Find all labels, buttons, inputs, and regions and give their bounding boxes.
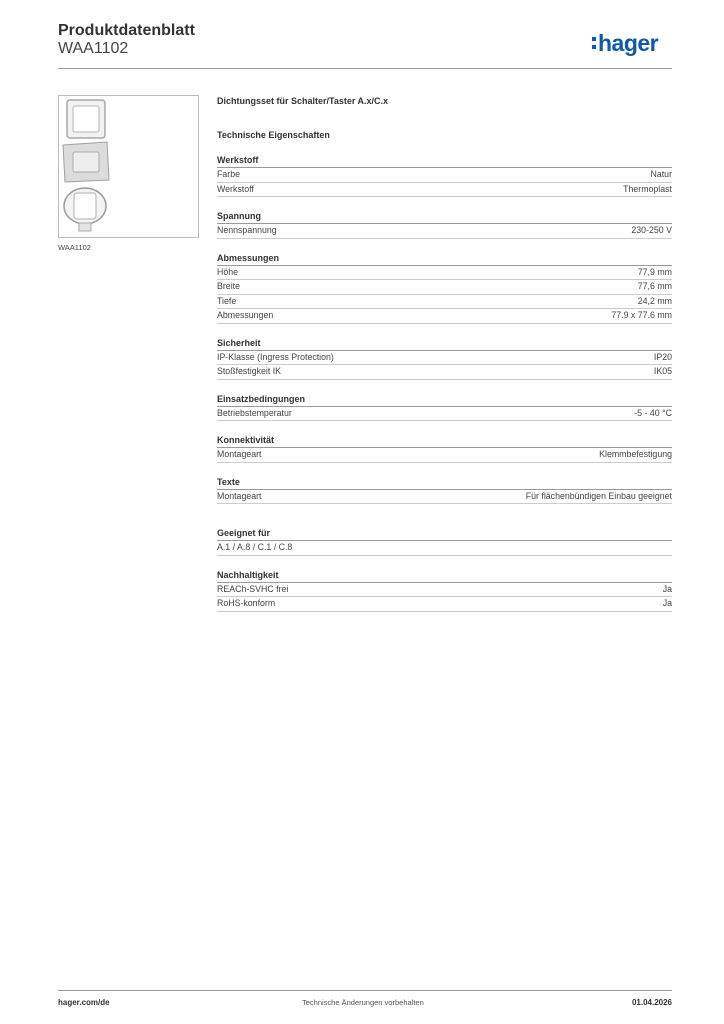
product-image <box>58 95 199 238</box>
section-heading: Spannung <box>217 211 672 224</box>
spec-label: Montageart <box>217 449 262 459</box>
image-caption: WAA1102 <box>58 243 91 252</box>
section-heading: Abmessungen <box>217 253 672 266</box>
section-geeignet-fuer <box>217 528 672 556</box>
spec-row <box>217 448 672 463</box>
spec-row <box>217 583 672 598</box>
spec-label: Breite <box>217 281 240 291</box>
product-code: WAA1102 <box>58 40 129 57</box>
spec-label: Nennspannung <box>217 225 277 235</box>
logo-dots-icon <box>592 37 596 49</box>
spec-value: 77.9 x 77.6 mm <box>611 310 672 320</box>
spec-label: Stoßfestigkeit IK <box>217 366 282 376</box>
header-divider <box>58 68 672 69</box>
product-name: Dichtungsset für Schalter/Taster A.x/C.x <box>217 96 389 106</box>
spec-label: Montageart <box>217 490 262 501</box>
spec-value: Natur <box>650 169 672 179</box>
spec-value: Ja <box>662 583 672 594</box>
spec-value: IP20 <box>653 351 672 362</box>
section-heading: Nachhaltigkeit <box>217 570 672 583</box>
section-sicherheit <box>217 338 672 380</box>
spec-row <box>217 597 672 612</box>
spec-value: -5 - 40 °C <box>634 407 672 418</box>
spec-value: Ja <box>662 598 672 608</box>
spec-value: 230-250 V <box>631 225 672 235</box>
spec-row <box>217 407 672 422</box>
spec-label: IP-Klasse (Ingress Protection) <box>217 351 334 362</box>
spec-value: 77,9 mm <box>637 266 672 277</box>
spec-row <box>217 266 672 281</box>
spec-value: 77,6 mm <box>637 281 672 291</box>
spec-value: Für flächenbündigen Einbau geeignet <box>525 490 672 501</box>
section-heading: Werkstoff <box>217 155 672 168</box>
section-heading: Geeignet für <box>217 528 672 541</box>
section-heading: Konnektivität <box>217 435 672 448</box>
spec-row <box>217 309 672 324</box>
spec-label: Höhe <box>217 266 239 277</box>
spec-label: Betriebstemperatur <box>217 407 292 418</box>
section-texte <box>217 477 672 505</box>
spec-value: IK05 <box>653 366 672 376</box>
hager-logo <box>592 28 658 58</box>
spec-row <box>217 490 672 505</box>
spec-row <box>217 365 672 380</box>
section-heading: Sicherheit <box>217 338 672 351</box>
spec-row <box>217 168 672 183</box>
spec-label: A.1 / A.8 / C.1 / C.8 <box>217 542 293 552</box>
section-abmessungen <box>217 253 672 324</box>
spec-value: Klemmbefestigung <box>599 449 672 459</box>
tech-properties-heading: Technische Eigenschaften <box>217 130 330 140</box>
spec-content <box>217 96 672 612</box>
section-spannung <box>217 211 672 239</box>
spec-label: Abmessungen <box>217 310 274 320</box>
spec-value: 24,2 mm <box>637 295 672 306</box>
page-title: Produktdatenblatt <box>58 22 195 39</box>
logo-text: hager <box>598 29 659 56</box>
spec-row <box>217 183 672 198</box>
spec-row <box>217 541 672 556</box>
section-einsatzbedingungen <box>217 394 672 422</box>
footer-disclaimer: Technische Änderungen vorbehalten <box>302 998 424 1007</box>
footer-divider <box>58 990 672 991</box>
section-heading: Einsatzbedingungen <box>217 394 672 407</box>
section-nachhaltigkeit <box>217 570 672 612</box>
spec-row <box>217 351 672 366</box>
section-konnektivitaet <box>217 435 672 463</box>
spec-label: RoHS-konform <box>217 598 276 608</box>
footer-website-link[interactable]: hager.com/de <box>58 998 110 1007</box>
spec-row <box>217 295 672 310</box>
spec-label: REACh-SVHC frei <box>217 583 289 594</box>
footer-date: 01.04.2026 <box>631 998 672 1007</box>
spec-row <box>217 224 672 239</box>
spec-value: Thermoplast <box>623 183 672 194</box>
section-werkstoff <box>217 155 672 197</box>
spec-label: Werkstoff <box>217 183 254 194</box>
seal-set-product-image <box>59 96 198 237</box>
spec-label: Farbe <box>217 169 240 179</box>
spec-label: Tiefe <box>217 295 237 306</box>
section-heading: Texte <box>217 477 672 490</box>
spec-row <box>217 280 672 295</box>
